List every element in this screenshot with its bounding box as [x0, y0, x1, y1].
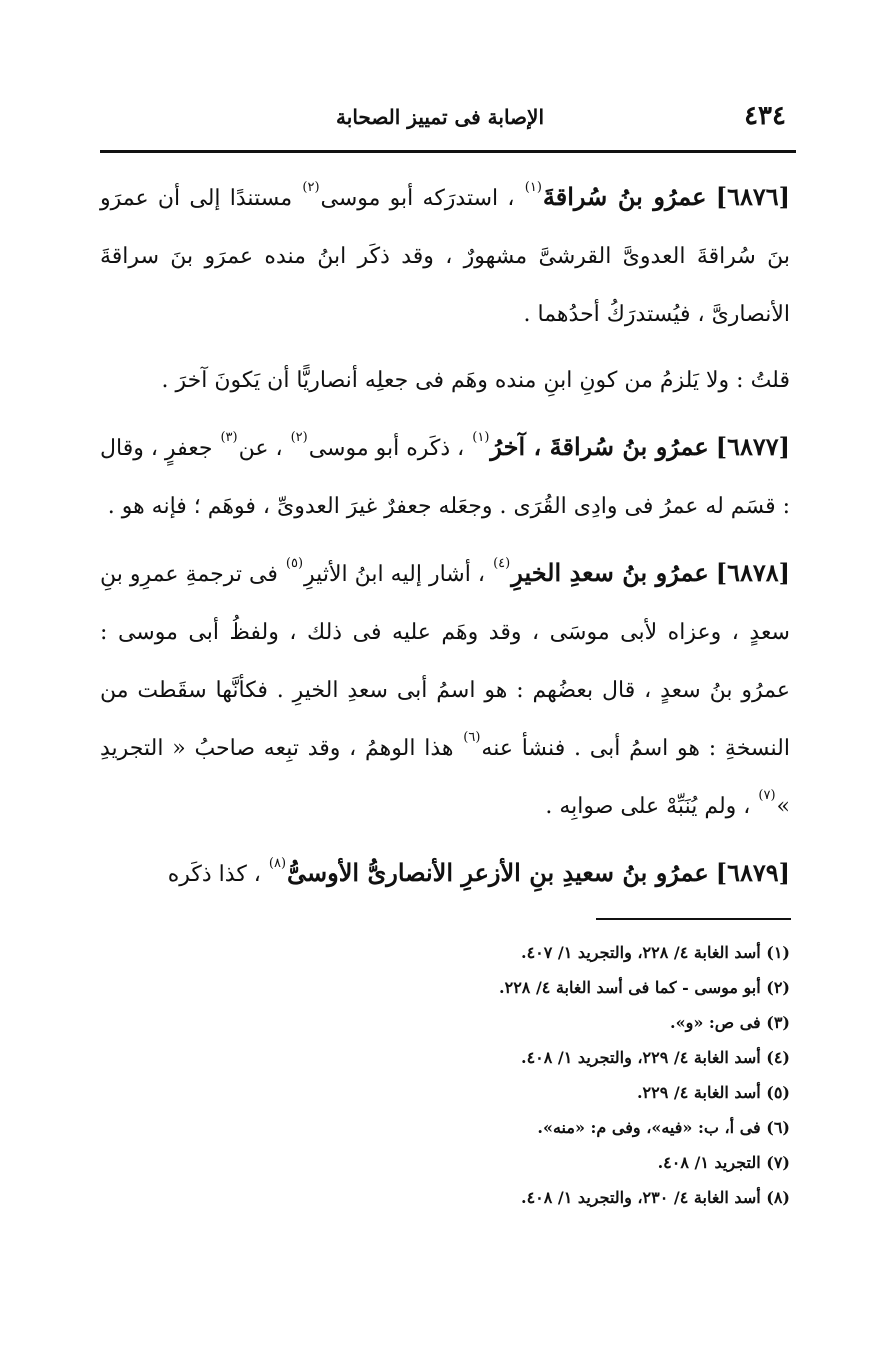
entry-text: ، ولم يُنَبِّهْ على صوابِه .	[545, 794, 758, 819]
entry-name: عمرُو بنُ سُراقةَ	[542, 182, 707, 211]
footnote: (٧) التجريد ١/ ٤٠٨.	[657, 1153, 790, 1172]
running-title: الإصابة فى تمييز الصحابة	[336, 105, 544, 129]
footnote: (٨) أسد الغابة ٤/ ٢٣٠، والتجريد ١/ ٤٠٨.	[520, 1188, 790, 1207]
entry-number: [٦٨٧٦]	[715, 182, 790, 211]
page-number: ٤٣٤	[744, 101, 786, 131]
entry-number: [٦٨٧٧]	[715, 432, 791, 461]
entry-text: فى ترجمةِ عمرِو بنِ سعدٍ ، وعزاه لأبى موسَى ، وقد وهَم عليه فى ذلك ، ولفظُ أبى موسى : عمرُو بنُ سعدٍ ، قال بعضُهم : هو اسمُ أبى سعدِ الخيرِ . فكأنَّها سقَطت من النسخةِ : هو اسمُ أبى . فنشأ عنه	[100, 562, 790, 761]
entry-name: عمرُو بنُ سعيدِ بنِ الأزعرِ الأنصارىُّ الأوسىُّ	[287, 858, 709, 887]
main-text	[100, 168, 790, 912]
footnote: (٥) أسد الغابة ٤/ ٢٢٩.	[636, 1083, 790, 1102]
entry-text: ، استدرَكه أبو موسى	[320, 186, 524, 211]
entry-number: [٦٨٧٩]	[715, 858, 790, 887]
page-header	[100, 95, 794, 145]
footnote-ref: (٢)	[290, 430, 308, 445]
entry-text: جعفرٍ ، وقال : قسَم له عمرُ فى وادِى القُرَى . وجعَله جعفرٌ غيرَ العدوىِّ ، فوهَم ؛ فإنه هو .	[100, 436, 790, 519]
footnote-ref: (٥)	[285, 556, 304, 571]
commentary-text: قلتُ : ولا يَلزمُ من كونِ ابنِ منده وهَم فى جعلِه أنصاريًّا أن يَكونَ آخرَ .	[161, 368, 790, 393]
footnote-ref: (٦)	[463, 730, 481, 745]
footnote: (٣) فى ص: «و».	[670, 1013, 790, 1032]
footnote-ref: (٣)	[220, 430, 238, 445]
footnote-ref: (٨)	[268, 856, 287, 871]
header-rule	[100, 150, 796, 153]
footnote: (١) أسد الغابة ٤/ ٢٢٨، والتجريد ١/ ٤٠٧.	[520, 943, 790, 962]
entry-text: هذا الوهمُ ، وقد تبِعه صاحبُ « التجريدِ »	[100, 736, 790, 819]
footnote-ref: (١)	[524, 180, 542, 195]
entry-6879	[100, 844, 790, 904]
commentary-paragraph	[100, 352, 790, 410]
entry-6876	[100, 168, 790, 344]
footnote-rule	[596, 918, 791, 920]
footnote-ref: (٤)	[493, 556, 511, 571]
footnote: (٦) فى أ، ب: «فيه»، وفى م: «منه».	[537, 1118, 790, 1137]
entry-text: ، كذا ذكَره	[167, 862, 268, 887]
footnote: (٢) أبو موسى - كما فى أسد الغابة ٤/ ٢٢٨.	[499, 978, 790, 997]
entry-text: ، أشار إليه ابنُ الأثيرِ	[304, 562, 493, 587]
footnote-ref: (٢)	[302, 180, 320, 195]
entry-number: [٦٨٧٨]	[715, 558, 790, 587]
entry-text: مستندًا إلى أن عمرَو بنَ سُراقةَ العدوىَّ القرشىَّ مشهورٌ ، وقد ذكَر ابنُ منده عمرَو بنَ سراقةَ الأنصارىَّ ، فيُستدرَكُ أحدُهما .	[100, 186, 790, 327]
entry-6878	[100, 544, 790, 836]
entry-6877	[100, 418, 790, 536]
entry-text: ، ذكَره أبو موسى	[308, 436, 472, 461]
entry-name: عمرُو بنُ سُراقةَ ، آخرُ	[490, 432, 709, 461]
footnote: (٤) أسد الغابة ٤/ ٢٢٩، والتجريد ١/ ٤٠٨.	[520, 1048, 790, 1067]
entry-name: عمرُو بنُ سعدِ الخيرِ	[511, 558, 709, 587]
footnote-ref: (١)	[472, 430, 490, 445]
footnote-ref: (٧)	[758, 788, 776, 803]
footnotes	[300, 935, 790, 1215]
entry-text: ، عن	[238, 436, 290, 461]
